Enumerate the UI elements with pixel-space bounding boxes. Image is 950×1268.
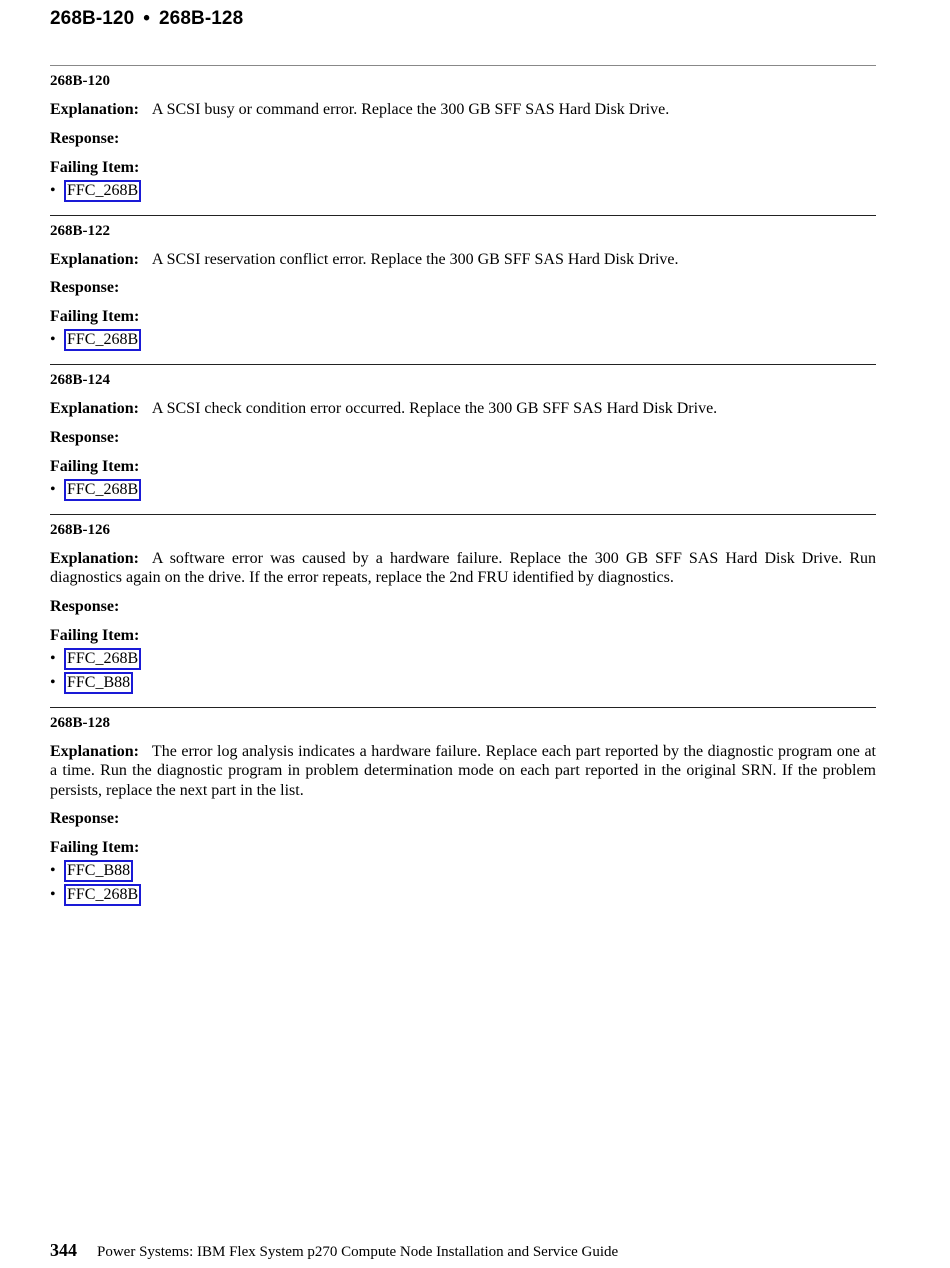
failing-item-label: Failing Item: — [50, 457, 140, 475]
ffc-b88-link[interactable]: FFC_B88 — [64, 672, 133, 694]
error-entry — [50, 364, 876, 514]
ffc-268b-link[interactable]: FFC_268B — [64, 648, 141, 670]
bullet-icon: • — [50, 331, 56, 348]
failing-item — [50, 647, 876, 671]
explanation-text: A software error was caused by a hardware failure. Replace the 300 GB SFF SAS Hard Disk Drive. Run diagnostics again on the drive. If the error repeats, replace the 2nd FRU identified by diagnostics. — [50, 549, 876, 586]
explanation — [50, 100, 876, 120]
explanation-label: Explanation: — [50, 250, 139, 268]
failing-item — [50, 179, 876, 203]
book-title: Power Systems: IBM Flex System p270 Compute Node Installation and Service Guide — [97, 1244, 619, 1260]
explanation-text: A SCSI busy or command error. Replace the 300 GB SFF SAS Hard Disk Drive. — [151, 101, 670, 118]
error-code: 268B-120 — [50, 73, 110, 89]
explanation-text: A SCSI check condition error occurred. Replace the 300 GB SFF SAS Hard Disk Drive. — [151, 400, 718, 417]
bullet-icon: • — [50, 673, 56, 691]
response-label: Response: — [50, 428, 120, 446]
page-header — [50, 8, 243, 30]
ffc-268b-link[interactable]: FFC_268B — [64, 479, 141, 501]
ffc-268b-link[interactable]: FFC_268B — [64, 329, 141, 351]
error-code: 268B-128 — [50, 714, 110, 731]
failing-item-label: Failing Item: — [50, 839, 140, 856]
error-code: 268B-126 — [50, 521, 110, 538]
explanation — [50, 742, 876, 801]
error-entry — [50, 514, 876, 707]
bullet-icon: • — [50, 480, 56, 498]
page-number: 344 — [50, 1240, 77, 1260]
bullet-icon: • — [50, 181, 56, 199]
response-label: Response: — [50, 279, 120, 296]
failing-item — [50, 478, 876, 502]
explanation — [50, 250, 876, 270]
ffc-268b-link[interactable]: FFC_268B — [64, 884, 141, 906]
entries-list — [50, 65, 876, 919]
explanation-label: Explanation: — [50, 742, 139, 760]
failing-item — [50, 671, 876, 695]
header-range-end: 268B-128 — [159, 8, 244, 29]
failing-item-label: Failing Item: — [50, 626, 140, 644]
failing-item — [50, 328, 876, 352]
failing-item-label: Failing Item: — [50, 308, 140, 325]
ffc-b88-link[interactable]: FFC_B88 — [64, 860, 133, 882]
ffc-268b-link[interactable]: FFC_268B — [64, 180, 141, 202]
error-entry — [50, 65, 876, 215]
bullet-icon: • — [50, 649, 56, 667]
response-label: Response: — [50, 597, 120, 615]
bullet-icon: • — [50, 886, 56, 903]
error-entry — [50, 215, 876, 365]
header-range-start: 268B-120 — [50, 8, 135, 29]
failing-item-label: Failing Item: — [50, 158, 140, 176]
page-footer — [50, 1240, 618, 1261]
explanation-label: Explanation: — [50, 549, 139, 567]
error-code: 268B-124 — [50, 372, 110, 388]
failing-item — [50, 859, 876, 883]
header-separator: • — [143, 8, 151, 29]
explanation — [50, 549, 876, 588]
error-code: 268B-122 — [50, 222, 110, 239]
explanation-text: A SCSI reservation conflict error. Replace the 300 GB SFF SAS Hard Disk Drive. — [151, 250, 679, 268]
response-label: Response: — [50, 129, 120, 147]
explanation-text: The error log analysis indicates a hardware failure. Replace each part reported by the diagnostic program one at a time. Run the diagnostic program in problem determination mode on each part reported in the original SRN. If the problem persists, replace the next part in the list. — [50, 742, 876, 799]
bullet-icon: • — [50, 862, 56, 879]
error-entry — [50, 707, 876, 920]
explanation-label: Explanation: — [50, 400, 139, 417]
response-label: Response: — [50, 810, 120, 827]
explanation — [50, 399, 876, 419]
failing-item — [50, 883, 876, 907]
explanation-label: Explanation: — [50, 101, 139, 118]
